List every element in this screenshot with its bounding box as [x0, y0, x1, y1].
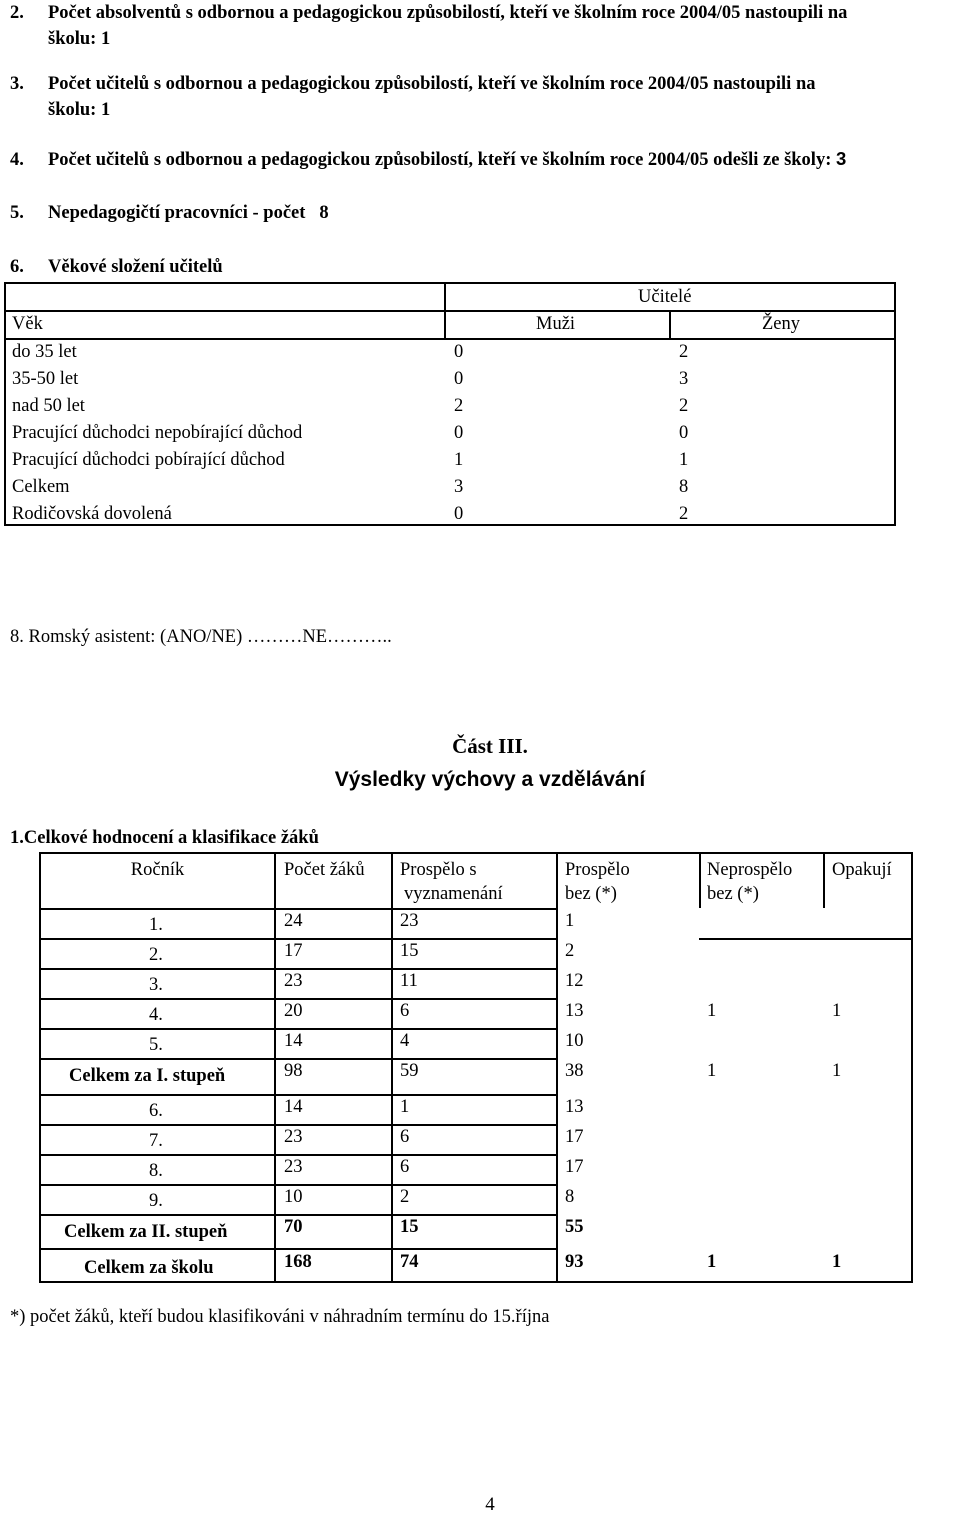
header-vyznamenani-2: vyznamenání	[404, 884, 503, 904]
row-rocnik: Celkem za I. stupeň	[69, 1066, 226, 1086]
row-opakuji: 1	[832, 1252, 842, 1272]
item-3	[10, 71, 815, 123]
row-vyznamenani: 74	[400, 1252, 419, 1272]
row-pocet: 10	[284, 1187, 303, 1207]
item-value: 1	[100, 100, 111, 120]
row-label: 35-50 let	[12, 369, 79, 389]
item-text: Věkové složení učitelů	[48, 257, 223, 277]
header-prospelo-2: bez (*)	[565, 884, 617, 904]
row-neprospelo: 1	[707, 1061, 717, 1081]
row-prospelo: 38	[565, 1061, 584, 1081]
page-number: 4	[485, 1494, 495, 1515]
row-rocnik: 6.	[149, 1101, 163, 1121]
item-text: Nepedagogičtí pracovníci - počet	[48, 203, 306, 223]
row-pocet: 17	[284, 941, 303, 961]
row-opakuji: 1	[832, 1001, 842, 1021]
row-rocnik: 1.	[149, 915, 163, 935]
row-men: 2	[454, 396, 464, 416]
row-label: Pracující důchodci pobírající důchod	[12, 450, 285, 470]
row-rocnik: 7.	[149, 1131, 163, 1151]
table-divider	[699, 854, 701, 908]
row-pocet: 70	[284, 1217, 303, 1237]
section-title: 1.Celkové hodnocení a klasifikace žáků	[10, 828, 319, 848]
row-women: 2	[679, 504, 689, 524]
header-women: Ženy	[762, 314, 801, 334]
row-women: 1	[679, 450, 689, 470]
row-men: 0	[454, 369, 464, 389]
row-prospelo: 17	[565, 1157, 584, 1177]
row-label: nad 50 let	[12, 396, 85, 416]
header-age: Věk	[12, 314, 43, 334]
row-vyznamenani: 23	[400, 911, 419, 931]
row-rocnik: 4.	[149, 1005, 163, 1025]
item-text: Počet absolventů s odbornou a pedagogickou způsobilostí, kteří ve školním roce 2004/05 nastoupili na	[48, 3, 848, 23]
header-pocet: Počet žáků	[284, 860, 365, 880]
item-text: Počet učitelů s odbornou a pedagogickou způsobilostí, kteří ve školním roce 2004/05 nastoupili na	[48, 74, 816, 94]
item-number: 3.	[10, 74, 24, 94]
header-prospelo: Prospělo	[565, 860, 630, 880]
row-vyznamenani: 15	[400, 1217, 419, 1237]
row-label: Pracující důchodci nepobírající důchod	[12, 423, 303, 443]
item-text-cont: školu:	[48, 29, 97, 49]
age-table	[4, 282, 896, 526]
row-men: 0	[454, 504, 464, 524]
row-pocet: 23	[284, 1127, 303, 1147]
item-value: 1	[100, 29, 111, 49]
item-value: 8	[319, 203, 329, 223]
row-label: Rodičovská dovolená	[12, 504, 172, 524]
row-rocnik: 3.	[149, 975, 163, 995]
row-vyznamenani: 6	[400, 1127, 410, 1147]
row-prospelo: 1	[565, 911, 575, 931]
row-pocet: 14	[284, 1097, 303, 1117]
row-men: 0	[454, 423, 464, 443]
group-header: Učitelé	[638, 287, 692, 307]
header-rocnik: Ročník	[130, 860, 185, 880]
row-prospelo: 13	[565, 1001, 584, 1021]
row-pocet: 23	[284, 1157, 303, 1177]
romsky-asistent: 8. Romský asistent: (ANO/NE) ………NE………..	[10, 627, 392, 647]
row-vyznamenani: 11	[400, 971, 418, 991]
item-value: 3	[835, 148, 847, 169]
row-vyznamenani: 59	[400, 1061, 419, 1081]
item-number: 6.	[10, 257, 24, 277]
row-men: 0	[454, 342, 464, 362]
row-vyznamenani: 6	[400, 1157, 410, 1177]
part-title: Část III.	[452, 734, 528, 758]
item-text: Počet učitelů s odbornou a pedagogickou způsobilostí, kteří ve školním roce 2004/05 odešli ze školy:	[48, 150, 832, 170]
item-4	[10, 146, 846, 173]
row-prospelo: 10	[565, 1031, 584, 1051]
table-divider	[699, 938, 911, 940]
table-divider	[391, 854, 393, 1281]
row-pocet: 24	[284, 911, 303, 931]
row-prospelo: 2	[565, 941, 575, 961]
table-divider	[6, 310, 894, 312]
row-pocet: 168	[284, 1252, 312, 1272]
row-women: 8	[679, 477, 689, 497]
row-women: 0	[679, 423, 689, 443]
grades-table	[39, 852, 913, 1283]
row-opakuji: 1	[832, 1061, 842, 1081]
row-vyznamenani: 15	[400, 941, 419, 961]
row-women: 3	[679, 369, 689, 389]
row-rocnik: 8.	[149, 1161, 163, 1181]
row-pocet: 98	[284, 1061, 303, 1081]
row-neprospelo: 1	[707, 1001, 717, 1021]
row-rocnik: 9.	[149, 1191, 163, 1211]
header-vyznamenani: Prospělo s	[400, 860, 477, 880]
row-vyznamenani: 4	[400, 1031, 410, 1051]
row-vyznamenani: 2	[400, 1187, 410, 1207]
item-2	[10, 0, 847, 52]
table-divider	[823, 854, 825, 908]
header-neprospelo-2: bez (*)	[707, 884, 759, 904]
item-6	[10, 254, 223, 280]
row-prospelo: 12	[565, 971, 584, 991]
row-neprospelo: 1	[707, 1252, 717, 1272]
row-prospelo: 93	[565, 1252, 584, 1272]
row-prospelo: 17	[565, 1127, 584, 1147]
item-number: 2.	[10, 3, 24, 23]
row-women: 2	[679, 342, 689, 362]
row-label: do 35 let	[12, 342, 77, 362]
footnote: *) počet žáků, kteří budou klasifikováni v náhradním termínu do 15.října	[10, 1307, 550, 1327]
row-vyznamenani: 6	[400, 1001, 410, 1021]
row-rocnik: Celkem za školu	[84, 1258, 214, 1278]
row-prospelo: 8	[565, 1187, 575, 1207]
table-divider	[274, 854, 276, 1281]
header-opakuji: Opakují	[832, 860, 892, 880]
item-number: 4.	[10, 150, 24, 170]
row-prospelo: 55	[565, 1217, 584, 1237]
row-women: 2	[679, 396, 689, 416]
row-rocnik: 5.	[149, 1035, 163, 1055]
header-neprospelo: Neprospělo	[707, 860, 793, 880]
row-pocet: 14	[284, 1031, 303, 1051]
row-pocet: 23	[284, 971, 303, 991]
row-vyznamenani: 1	[400, 1097, 410, 1117]
row-rocnik: 2.	[149, 945, 163, 965]
row-label: Celkem	[12, 477, 70, 497]
item-text-cont: školu:	[48, 100, 97, 120]
table-divider	[6, 338, 894, 340]
part-subtitle: Výsledky výchovy a vzdělávání	[334, 768, 646, 791]
table-divider	[556, 854, 558, 1281]
row-men: 3	[454, 477, 464, 497]
row-pocet: 20	[284, 1001, 303, 1021]
item-number: 5.	[10, 203, 24, 223]
row-rocnik: Celkem za II. stupeň	[64, 1222, 228, 1242]
table-divider	[669, 310, 671, 338]
row-prospelo: 13	[565, 1097, 584, 1117]
item-5	[10, 200, 329, 226]
row-men: 1	[454, 450, 464, 470]
header-men: Muži	[536, 314, 576, 334]
